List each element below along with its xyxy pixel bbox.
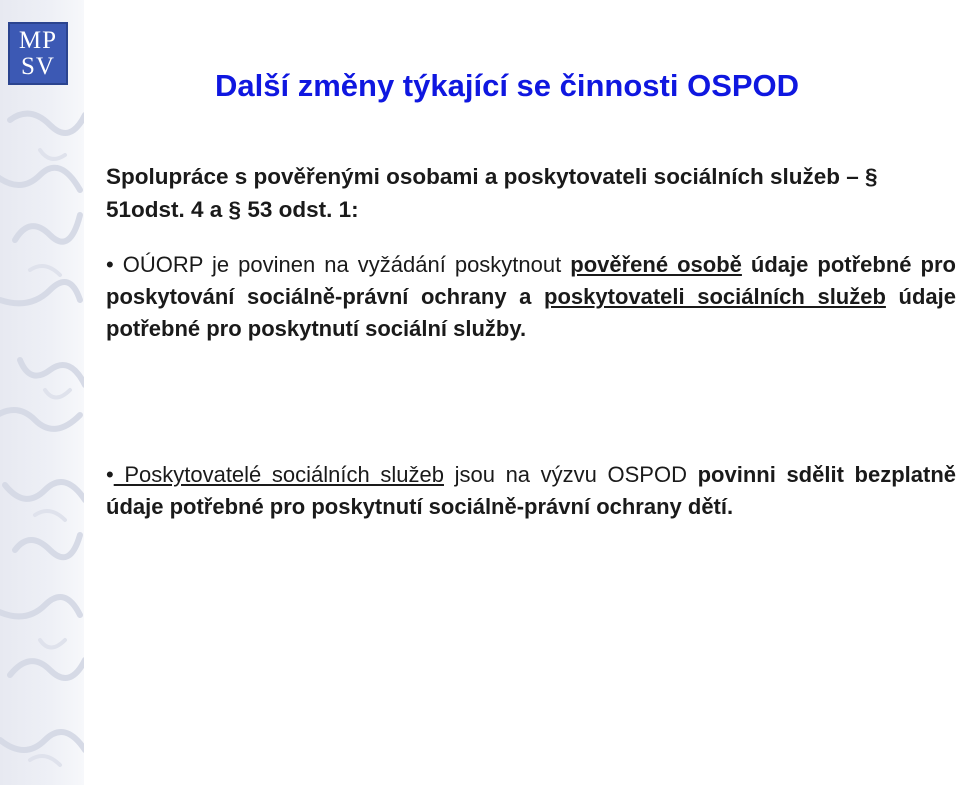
bullet-1-text-e: údaje potřebné pro poskytnutí sociální služby. bbox=[106, 284, 956, 341]
bullet-2-text-c: povinni sdělit bezplatně údaje potřebné pro poskytnutí sociálně-právní ochrany dětí. bbox=[106, 462, 956, 519]
decorative-side-strip bbox=[0, 0, 84, 785]
logo-line-2: SV bbox=[21, 52, 55, 80]
bullet-item-2 bbox=[106, 459, 956, 523]
bullet-2-text-a: Poskytovatelé sociálních služeb bbox=[113, 462, 444, 487]
bullet-dot-2: • bbox=[106, 462, 114, 487]
slide-subtitle: Spolupráce s pověřenými osobami a poskytovateli sociálních služeb – § 51odst. 4 a § 53 odst. 1: bbox=[106, 164, 878, 222]
bullet-1-text-d: poskytovateli sociálních služeb bbox=[544, 284, 886, 309]
bullet-1-text-b: pověřené osobě bbox=[570, 252, 742, 277]
bullet-item-1 bbox=[106, 249, 956, 345]
logo-line-1: MP bbox=[18, 26, 58, 54]
slide-title: Další změny týkající se činnosti OSPOD bbox=[215, 68, 800, 103]
bullet-dot-1: • bbox=[106, 252, 114, 277]
bullet-2-text-b: jsou na výzvu OSPOD bbox=[443, 462, 698, 487]
bullet-1-text-a: OÚORP je povinen na vyžádání poskytnout bbox=[122, 252, 571, 277]
bullet-1-text-c: údaje potřebné pro poskytování sociálně-právní ochrany a bbox=[106, 252, 956, 309]
side-pattern-icon bbox=[0, 0, 84, 785]
mpsv-logo bbox=[8, 22, 68, 85]
